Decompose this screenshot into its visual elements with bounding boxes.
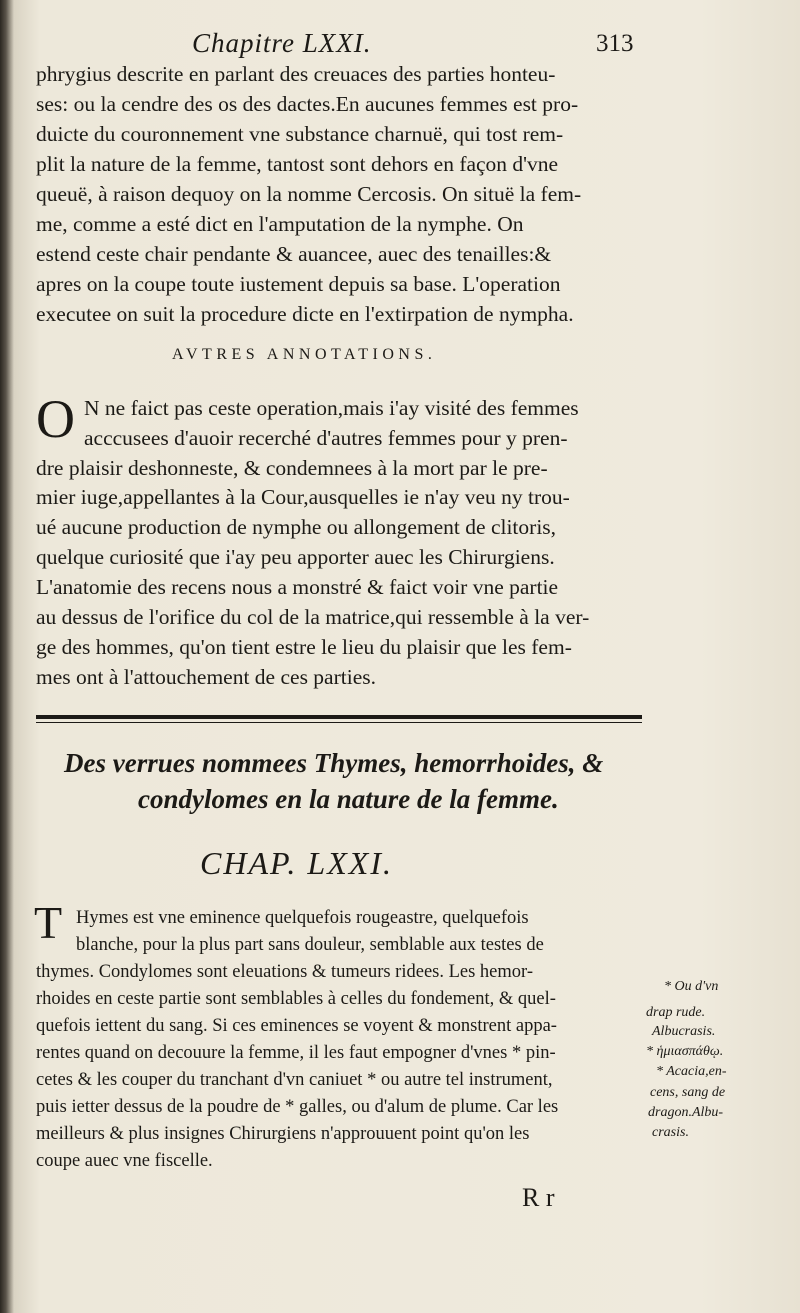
chapter-label: CHAP. LXXI. [200, 845, 393, 881]
text-line: Hymes est vne eminence quelquefois rougeastre, quelquefois [76, 908, 529, 928]
text-line: thymes. Condylomes sont eleuations & tumeurs ridees. Les hemor- [36, 962, 533, 982]
text-line: estend ceste chair pendante & auancee, auec des tenailles:& [36, 242, 552, 266]
drop-cap: O [36, 389, 75, 449]
text-line: cetes & les couper du tranchant d'vn caniuet * ou autre tel instrument, [36, 1070, 553, 1090]
chapter-title-cont: condylomes en la nature de la femme. [138, 784, 559, 814]
text-line: quelque curiosité que i'ay peu apporter auec les Chirurgiens. [36, 545, 555, 569]
text-line: plit la nature de la femme, tantost sont dehors en façon d'vne [36, 152, 559, 176]
text-line: phrygius descrite en parlant des creuaces des parties honteu- [36, 62, 556, 86]
chapter-title: Des verrues nommees Thymes, hemorrhoides, & [64, 748, 604, 778]
margin-note: * Acacia,en- [656, 1064, 727, 1079]
text-line: ué aucune production de nymphe ou allongement de clitoris, [36, 515, 557, 539]
ornamental-rule-thin [36, 722, 642, 723]
text-line: rentes quand on decouure la femme, il les faut empogner d'vnes * pin- [36, 1043, 556, 1063]
margin-note: * Ou d'vn [664, 979, 719, 994]
margin-note: cens, sang de [650, 1085, 726, 1100]
text-line: meilleurs & plus insignes Chirurgiens n'approuuent point qu'on les [36, 1124, 530, 1144]
text-line: quefois iettent du sang. Si ces eminences se voyent & monstrent appa- [36, 1016, 557, 1036]
text-line: executee on suit la procedure dicte en l'extirpation de nympha. [36, 302, 574, 326]
text-line: queuë, à raison dequoy on la nomme Cercosis. On situë la fem- [36, 182, 582, 206]
margin-note: crasis. [652, 1125, 689, 1140]
margin-note: drap rude. [646, 1005, 706, 1020]
text-line: au dessus de l'orifice du col de la matrice,qui ressemble à la ver- [36, 605, 590, 629]
margin-note: * ἡμιασπάθῳ. [646, 1044, 724, 1059]
text-line: duicte du couronnement vne substance charnuë, qui tost rem- [36, 122, 564, 146]
text-line: ge des hommes, qu'on tient estre le lieu du plaisir que les fem- [36, 635, 572, 659]
text-line: puis ietter dessus de la poudre de * galles, ou d'alum de plume. Car les [36, 1097, 559, 1117]
section-title: AVTRES ANNOTATIONS. [172, 346, 437, 363]
text-line: N ne faict pas ceste operation,mais i'ay visité des femmes [84, 396, 579, 420]
text-line: coupe auec vne fiscelle. [36, 1151, 213, 1171]
page-number: 313 [596, 30, 634, 57]
margin-note: dragon.Albu- [648, 1105, 724, 1120]
text-line: rhoides en ceste partie sont semblables à celles du fondement, & quel- [36, 989, 556, 1009]
margin-note: Albucrasis. [652, 1024, 716, 1039]
text-line: apres on la coupe toute iustement depuis sa base. L'operation [36, 272, 561, 296]
ornamental-rule [36, 715, 642, 719]
text-line: me, comme a esté dict en l'amputation de la nymphe. On [36, 212, 524, 236]
text-line: acccusees d'auoir recerché d'autres femmes pour y pren- [84, 426, 568, 450]
signature-mark: R r [522, 1183, 555, 1212]
text-line: dre plaisir deshonneste, & condemnees à la mort par le pre- [36, 456, 548, 480]
text-line: mes ont à l'attouchement de ces parties. [36, 665, 376, 689]
drop-cap: T [34, 897, 63, 948]
text-line: ses: ou la cendre des os des dactes.En aucunes femmes est pro- [36, 92, 579, 116]
running-head: Chapitre LXXI. [192, 28, 372, 58]
text-line: blanche, pour la plus part sans douleur, semblable aux testes de [76, 935, 544, 955]
text-line: mier iuge,appellantes à la Cour,ausquelles ie n'ay veu ny trou- [36, 485, 570, 509]
text-line: L'anatomie des recens nous a monstré & faict voir vne partie [36, 575, 559, 599]
